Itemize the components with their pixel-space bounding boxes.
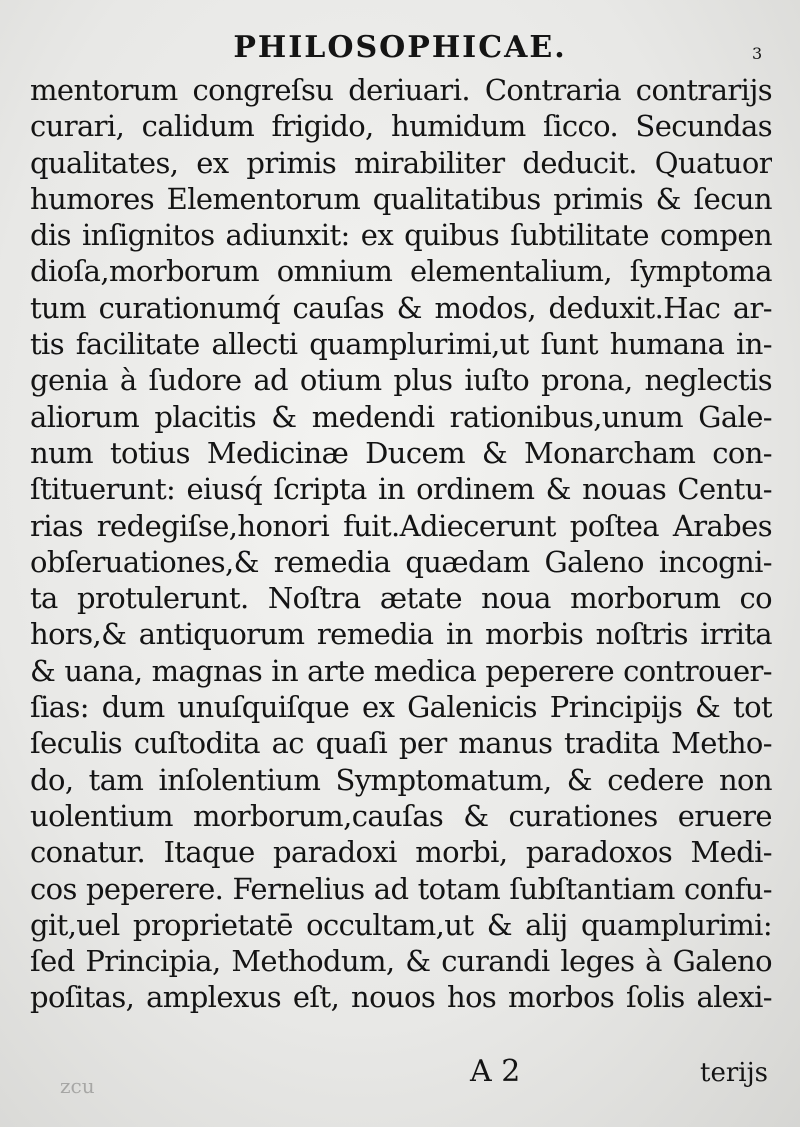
page-mark: 3 — [752, 44, 763, 63]
text-line: git,uel proprietatē occultam,ut & alij quamplurimi: — [30, 907, 772, 942]
text-line: ſtituerunt: eiusq́ ſcripta in ordinem & nouas Centu- — [30, 472, 772, 507]
text-line: dioſa,morborum omnium elementalium, ſymptoma — [30, 254, 772, 289]
text-line: tum curationumq́ cauſas & modos, deduxit.Hac ar- — [30, 290, 772, 325]
text-line: ſias: dum unuſquiſque ex Galenicis Principijs & tot — [30, 690, 772, 725]
body-text — [30, 72, 772, 1016]
text-line: dis inſignitos adiunxit: ex quibus ſubtilitate compen — [30, 218, 772, 253]
text-line: uolentium morborum,cauſas & curationes eruere — [30, 798, 772, 833]
text-line: hors,& antiquorum remedia in morbis noſtris irrita — [30, 617, 772, 652]
text-line: num totius Medicinæ Ducem & Monarcham con- — [30, 435, 772, 470]
signature-mark: A 2 — [470, 1054, 521, 1089]
text-line: do, tam inſolentium Symptomatum, & cedere non — [30, 762, 772, 797]
text-line: obſeruationes,& remedia quædam Galeno incogni- — [30, 544, 772, 579]
text-line: poſitas, amplexus eſt, nouos hos morbos ſolis alexi- — [30, 980, 772, 1015]
text-line: & uana, magnas in arte medica peperere controuer- — [30, 653, 772, 688]
text-line: ſeculis cuſtodita ac quaſi per manus tradita Metho- — [30, 726, 772, 761]
running-head: PHILOSOPHICAE. — [233, 30, 567, 65]
text-line: ſed Principia, Methodum, & curandi leges à Galeno — [30, 944, 772, 979]
text-line: aliorum placitis & medendi rationibus,unum Gale- — [30, 399, 772, 434]
text-line: curari, calidum frigido, humidum ſicco. Secundas — [30, 109, 772, 144]
text-line: rias redegiſse,honori fuit.Adiecerunt poſtea Arabes — [30, 508, 772, 543]
catchword: terijs — [700, 1058, 768, 1088]
footer-bleed-mark: zcu — [60, 1074, 95, 1098]
text-line: mentorum congreſsu deriuari. Contraria contrarijs — [30, 73, 772, 107]
text-line: genia à ſudore ad otium plus iuſto prona, neglectis — [30, 363, 772, 398]
text-line: tis facilitate allecti quamplurimi,ut ſunt humana in- — [30, 327, 772, 362]
text-line: qualitates, ex primis mirabiliter deducit. Quatuor — [30, 145, 772, 180]
text-line: cos peperere. Fernelius ad totam ſubſtantiam confu- — [30, 871, 772, 906]
text-line: humores Elementorum qualitatibus primis & ſecun — [30, 181, 772, 216]
text-line: ta protulerunt. Noſtra ætate noua morborum co — [30, 581, 772, 616]
text-line: conatur. Itaque paradoxi morbi, paradoxos Medi- — [30, 835, 772, 870]
